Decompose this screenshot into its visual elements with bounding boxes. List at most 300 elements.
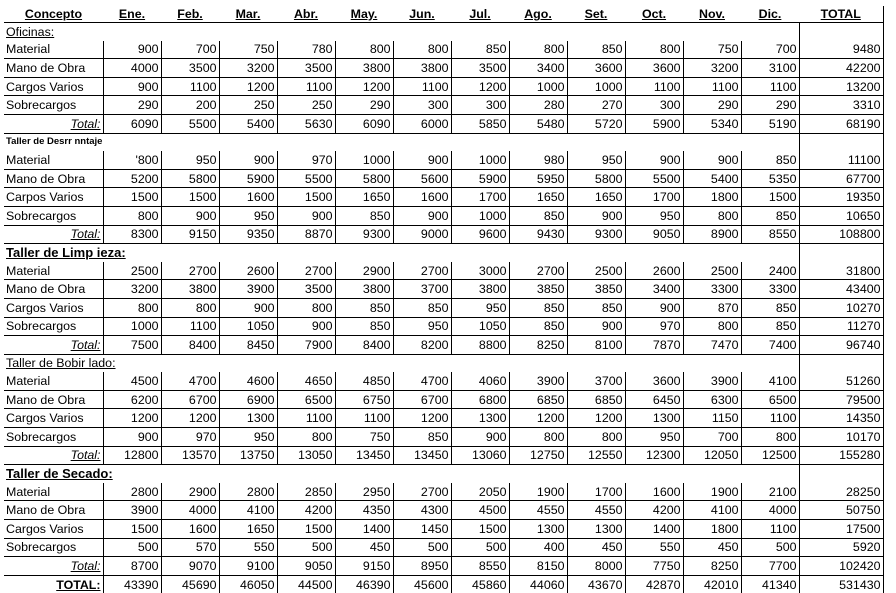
month-value: 6500	[277, 390, 335, 409]
month-value: 950	[451, 298, 509, 317]
month-value: 1200	[161, 409, 219, 428]
month-value: 780	[277, 41, 335, 59]
header-month: May.	[335, 6, 393, 23]
month-value: 1000	[451, 151, 509, 169]
month-value: 1200	[509, 409, 567, 428]
month-value: 550	[625, 538, 683, 557]
month-value: 7500	[103, 336, 161, 355]
row-total: 3310	[799, 96, 883, 115]
month-value: 300	[625, 96, 683, 115]
month-value: 2950	[335, 483, 393, 501]
month-value: 8000	[567, 557, 625, 576]
month-value: 4200	[625, 501, 683, 520]
row-total: 68190	[799, 114, 883, 133]
month-value: 42010	[683, 575, 741, 593]
month-value: 8450	[219, 336, 277, 355]
month-value: 3500	[451, 59, 509, 78]
month-value: 4500	[451, 501, 509, 520]
table-row	[4, 372, 883, 390]
month-value: 2850	[277, 483, 335, 501]
month-value: 7700	[741, 557, 799, 576]
month-value: 750	[683, 41, 741, 59]
month-value: 4300	[393, 501, 451, 520]
month-value: 950	[219, 206, 277, 225]
section-title-row	[4, 465, 883, 483]
month-value: 1300	[625, 409, 683, 428]
cost-table	[4, 6, 884, 593]
month-value: 950	[625, 428, 683, 447]
row-label: Cargos Varios	[4, 77, 103, 96]
month-value: 1200	[219, 77, 277, 96]
month-value: 970	[625, 317, 683, 336]
month-value: 3000	[451, 262, 509, 280]
month-value: 570	[161, 538, 219, 557]
month-value: 3300	[741, 280, 799, 299]
month-value: 1000	[567, 77, 625, 96]
table-row	[4, 206, 883, 225]
header-month: Mar.	[219, 6, 277, 23]
month-value: 1700	[567, 483, 625, 501]
table-row	[4, 77, 883, 96]
section-title-total-cell	[799, 465, 883, 483]
table-row	[4, 483, 883, 501]
row-label: Material	[4, 483, 103, 501]
month-value: 5600	[393, 169, 451, 188]
table-row	[4, 188, 883, 207]
row-total: 10650	[799, 206, 883, 225]
row-total: 11100	[799, 151, 883, 169]
month-value: 290	[741, 96, 799, 115]
month-value: 500	[741, 538, 799, 557]
month-value: 1200	[451, 77, 509, 96]
month-value: 46390	[335, 575, 393, 593]
month-value: 6200	[103, 390, 161, 409]
month-value: 12750	[509, 446, 567, 465]
month-value: 5340	[683, 114, 741, 133]
month-value: 1600	[625, 483, 683, 501]
month-value: 13570	[161, 446, 219, 465]
month-value: 3850	[567, 280, 625, 299]
month-value: 850	[567, 41, 625, 59]
month-value: 3700	[567, 372, 625, 390]
row-label: Sobrecargos	[4, 206, 103, 225]
month-value: 1000	[509, 77, 567, 96]
month-value: 950	[161, 151, 219, 169]
month-value: 4500	[103, 372, 161, 390]
month-value: 450	[567, 538, 625, 557]
month-value: 3400	[509, 59, 567, 78]
row-label: Total:	[4, 446, 103, 465]
month-value: 1500	[277, 188, 335, 207]
month-value: 8950	[393, 557, 451, 576]
month-value: 2800	[219, 483, 277, 501]
table-body	[4, 23, 883, 593]
month-value: 45600	[393, 575, 451, 593]
month-value: 2900	[335, 262, 393, 280]
row-label: Total:	[4, 336, 103, 355]
month-value: 2500	[103, 262, 161, 280]
month-value: 900	[277, 317, 335, 336]
row-label: Cargos Varios	[4, 409, 103, 428]
month-value: 700	[741, 41, 799, 59]
month-value: 1650	[567, 188, 625, 207]
row-total: 155280	[799, 446, 883, 465]
month-value: 5190	[741, 114, 799, 133]
month-value: 4700	[393, 372, 451, 390]
month-value: 290	[683, 96, 741, 115]
month-value: 3800	[335, 59, 393, 78]
row-total: 42200	[799, 59, 883, 78]
header-month: Jun.	[393, 6, 451, 23]
section-title: Oficinas:	[4, 23, 799, 41]
month-value: 850	[393, 298, 451, 317]
month-value: 900	[219, 151, 277, 169]
table-row	[4, 409, 883, 428]
month-value: 42870	[625, 575, 683, 593]
month-value: 6300	[683, 390, 741, 409]
month-value: 2100	[741, 483, 799, 501]
month-value: 13050	[277, 446, 335, 465]
row-total: 5920	[799, 538, 883, 557]
month-value: 45690	[161, 575, 219, 593]
month-value: 1500	[277, 520, 335, 539]
month-value: 1450	[393, 520, 451, 539]
month-value: 9000	[393, 225, 451, 244]
grand-total-row	[4, 575, 883, 593]
month-value: 3200	[219, 59, 277, 78]
row-total: 14350	[799, 409, 883, 428]
month-value: 8400	[335, 336, 393, 355]
month-value: 900	[625, 151, 683, 169]
section-title-row	[4, 133, 883, 151]
row-label: Sobrecargos	[4, 428, 103, 447]
row-total: 43400	[799, 280, 883, 299]
row-total: 13200	[799, 77, 883, 96]
month-value: 950	[219, 428, 277, 447]
month-value: 7400	[741, 336, 799, 355]
month-value: 870	[683, 298, 741, 317]
month-value: 9100	[219, 557, 277, 576]
month-value: 3100	[741, 59, 799, 78]
month-value: 850	[509, 206, 567, 225]
month-value: 800	[277, 428, 335, 447]
section-title-row	[4, 354, 883, 372]
row-label: Carpos Varios	[4, 188, 103, 207]
month-value: 970	[161, 428, 219, 447]
month-value: 9300	[335, 225, 393, 244]
month-value: 900	[103, 428, 161, 447]
month-value: 7900	[277, 336, 335, 355]
month-value: 5400	[219, 114, 277, 133]
month-value: 1300	[451, 409, 509, 428]
month-value: '800	[103, 151, 161, 169]
month-value: 1800	[683, 520, 741, 539]
month-value: 800	[741, 428, 799, 447]
month-value: 8700	[103, 557, 161, 576]
month-value: 1400	[335, 520, 393, 539]
month-value: 800	[161, 298, 219, 317]
month-value: 8400	[161, 336, 219, 355]
month-value: 970	[277, 151, 335, 169]
month-value: 4200	[277, 501, 335, 520]
month-value: 3800	[335, 280, 393, 299]
month-value: 1500	[103, 520, 161, 539]
month-value: 850	[509, 298, 567, 317]
month-value: 44060	[509, 575, 567, 593]
month-value: 6500	[741, 390, 799, 409]
subtotal-row	[4, 225, 883, 244]
month-value: 3300	[683, 280, 741, 299]
row-label: Material	[4, 372, 103, 390]
month-value: 900	[103, 41, 161, 59]
month-value: 3800	[451, 280, 509, 299]
month-value: 1500	[451, 520, 509, 539]
month-value: 1600	[393, 188, 451, 207]
month-value: 3600	[625, 372, 683, 390]
month-value: 850	[335, 206, 393, 225]
month-value: 800	[683, 206, 741, 225]
month-value: 9600	[451, 225, 509, 244]
month-value: 850	[393, 428, 451, 447]
section-title-row	[4, 23, 883, 41]
month-value: 3500	[277, 59, 335, 78]
month-value: 3900	[219, 280, 277, 299]
month-value: 3800	[393, 59, 451, 78]
month-value: 4550	[509, 501, 567, 520]
month-value: 12550	[567, 446, 625, 465]
month-value: 3600	[625, 59, 683, 78]
month-value: 3200	[103, 280, 161, 299]
month-value: 8550	[741, 225, 799, 244]
month-value: 1650	[509, 188, 567, 207]
row-total: 10170	[799, 428, 883, 447]
table-row	[4, 428, 883, 447]
month-value: 1900	[683, 483, 741, 501]
row-total: 67700	[799, 169, 883, 188]
month-value: 3200	[683, 59, 741, 78]
month-value: 1200	[393, 409, 451, 428]
month-value: 1100	[393, 77, 451, 96]
month-value: 6850	[567, 390, 625, 409]
month-value: 700	[683, 428, 741, 447]
row-label: Material	[4, 41, 103, 59]
table-row	[4, 59, 883, 78]
month-value: 850	[567, 298, 625, 317]
header-month: Abr.	[277, 6, 335, 23]
subtotal-row	[4, 114, 883, 133]
month-value: 3500	[277, 280, 335, 299]
month-value: 5500	[625, 169, 683, 188]
month-value: 3900	[509, 372, 567, 390]
month-value: 6700	[161, 390, 219, 409]
month-value: 5200	[103, 169, 161, 188]
month-value: 1300	[567, 520, 625, 539]
row-label: Sobrecargos	[4, 96, 103, 115]
row-label: Total:	[4, 225, 103, 244]
month-value: 8900	[683, 225, 741, 244]
month-value: 9150	[335, 557, 393, 576]
month-value: 4350	[335, 501, 393, 520]
month-value: 8800	[451, 336, 509, 355]
month-value: 2700	[277, 262, 335, 280]
header-total: TOTAL	[799, 6, 883, 23]
month-value: 950	[567, 151, 625, 169]
month-value: 2500	[683, 262, 741, 280]
month-value: 290	[103, 96, 161, 115]
month-value: 6090	[335, 114, 393, 133]
month-value: 1100	[741, 409, 799, 428]
month-value: 9300	[567, 225, 625, 244]
month-value: 8300	[103, 225, 161, 244]
month-value: 750	[219, 41, 277, 59]
row-total: 108800	[799, 225, 883, 244]
month-value: 4550	[567, 501, 625, 520]
month-value: 8550	[451, 557, 509, 576]
row-total: 96740	[799, 336, 883, 355]
month-value: 1000	[103, 317, 161, 336]
month-value: 1100	[625, 77, 683, 96]
month-value: 3400	[625, 280, 683, 299]
month-value: 700	[161, 41, 219, 59]
month-value: 850	[335, 317, 393, 336]
row-total: 11270	[799, 317, 883, 336]
row-total: 531430	[799, 575, 883, 593]
month-value: 450	[683, 538, 741, 557]
month-value: 800	[335, 41, 393, 59]
section-title-total-cell	[799, 354, 883, 372]
row-total: 28250	[799, 483, 883, 501]
month-value: 4100	[219, 501, 277, 520]
table-row	[4, 501, 883, 520]
month-value: 8150	[509, 557, 567, 576]
month-value: 1300	[219, 409, 277, 428]
month-value: 900	[277, 206, 335, 225]
month-value: 250	[219, 96, 277, 115]
row-label: Mano de Obra	[4, 280, 103, 299]
month-value: 1300	[509, 520, 567, 539]
month-value: 3700	[393, 280, 451, 299]
month-value: 5720	[567, 114, 625, 133]
month-value: 800	[567, 428, 625, 447]
section-title-total-cell	[799, 23, 883, 41]
month-value: 1200	[335, 77, 393, 96]
month-value: 250	[277, 96, 335, 115]
month-value: 1700	[625, 188, 683, 207]
header-month: Nov.	[683, 6, 741, 23]
month-value: 1100	[741, 520, 799, 539]
month-value: 7470	[683, 336, 741, 355]
month-value: 500	[451, 538, 509, 557]
month-value: 6450	[625, 390, 683, 409]
month-value: 6700	[393, 390, 451, 409]
month-value: 950	[625, 206, 683, 225]
section-title-row	[4, 244, 883, 262]
month-value: 9070	[161, 557, 219, 576]
month-value: 4600	[219, 372, 277, 390]
month-value: 800	[625, 41, 683, 59]
row-total: 17500	[799, 520, 883, 539]
header-month: Set.	[567, 6, 625, 23]
row-total: 102420	[799, 557, 883, 576]
month-value: 850	[741, 151, 799, 169]
month-value: 1700	[451, 188, 509, 207]
month-value: 1050	[451, 317, 509, 336]
month-value: 7870	[625, 336, 683, 355]
month-value: 1650	[335, 188, 393, 207]
month-value: 1000	[451, 206, 509, 225]
month-value: 45860	[451, 575, 509, 593]
month-value: 1500	[161, 188, 219, 207]
table-row	[4, 538, 883, 557]
month-value: 850	[741, 206, 799, 225]
row-label: Material	[4, 151, 103, 169]
row-label: Cargos Varios	[4, 520, 103, 539]
row-total: 10270	[799, 298, 883, 317]
month-value: 4000	[161, 501, 219, 520]
month-value: 6900	[219, 390, 277, 409]
month-value: 900	[567, 206, 625, 225]
section-title: Taller de Secado:	[4, 465, 799, 483]
month-value: 1200	[567, 409, 625, 428]
month-value: 2600	[219, 262, 277, 280]
month-value: 950	[393, 317, 451, 336]
subtotal-row	[4, 557, 883, 576]
month-value: 9350	[219, 225, 277, 244]
month-value: 8100	[567, 336, 625, 355]
month-value: 290	[335, 96, 393, 115]
month-value: 1100	[277, 409, 335, 428]
month-value: 1900	[509, 483, 567, 501]
month-value: 9050	[277, 557, 335, 576]
month-value: 850	[451, 41, 509, 59]
month-value: 850	[741, 298, 799, 317]
month-value: 6000	[393, 114, 451, 133]
month-value: 2700	[393, 262, 451, 280]
month-value: 6850	[509, 390, 567, 409]
month-value: 3900	[683, 372, 741, 390]
table-row	[4, 390, 883, 409]
month-value: 5500	[161, 114, 219, 133]
month-value: 400	[509, 538, 567, 557]
month-value: 5630	[277, 114, 335, 133]
section-title: Taller de Bobir lado:	[4, 354, 799, 372]
month-value: 12050	[683, 446, 741, 465]
month-value: 3800	[161, 280, 219, 299]
month-value: 13060	[451, 446, 509, 465]
table-row	[4, 262, 883, 280]
month-value: 450	[335, 538, 393, 557]
header-month: Ago.	[509, 6, 567, 23]
row-label: Cargos Varios	[4, 298, 103, 317]
month-value: 43670	[567, 575, 625, 593]
month-value: 500	[393, 538, 451, 557]
month-value: 9050	[625, 225, 683, 244]
table-row	[4, 298, 883, 317]
month-value: 5850	[451, 114, 509, 133]
month-value: 13450	[335, 446, 393, 465]
month-value: 2700	[393, 483, 451, 501]
row-label: Mano de Obra	[4, 501, 103, 520]
month-value: 6090	[103, 114, 161, 133]
month-value: 44500	[277, 575, 335, 593]
row-total: 19350	[799, 188, 883, 207]
month-value: 800	[683, 317, 741, 336]
month-value: 200	[161, 96, 219, 115]
month-value: 1600	[219, 188, 277, 207]
month-value: 4000	[103, 59, 161, 78]
month-value: 850	[335, 298, 393, 317]
month-value: 2800	[103, 483, 161, 501]
